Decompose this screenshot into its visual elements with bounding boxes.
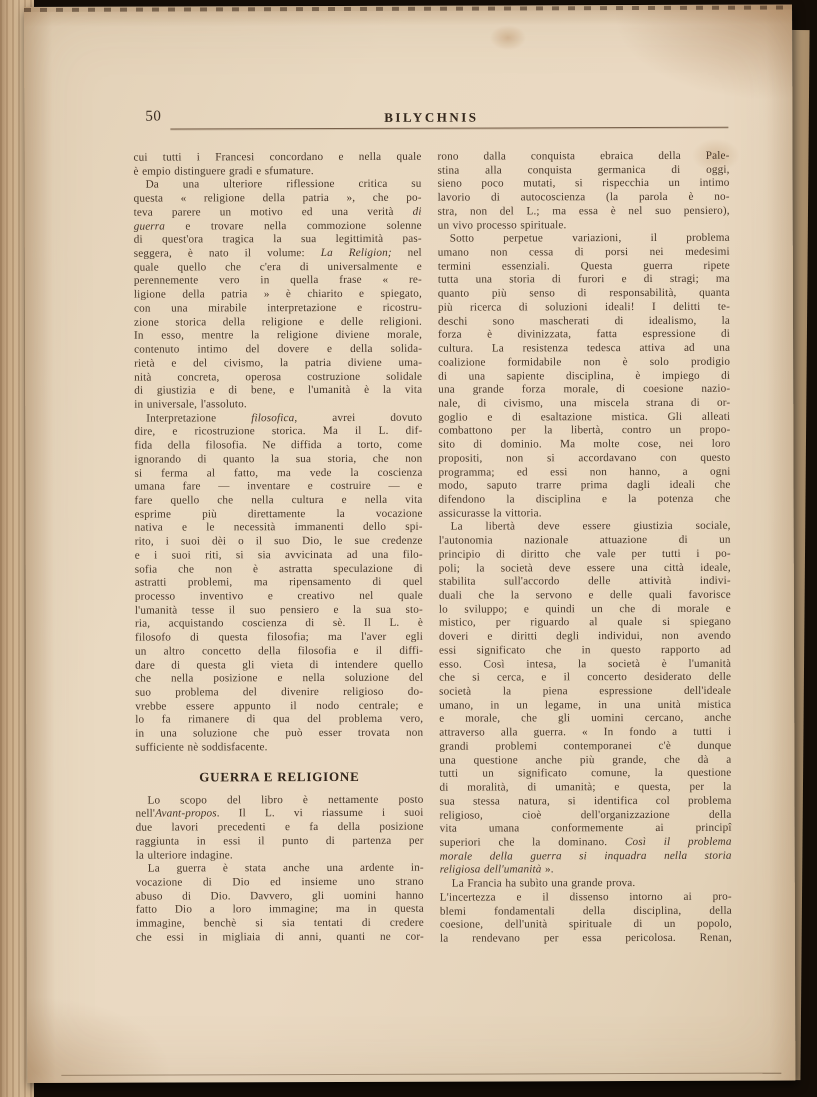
text-line: di giustizia e di bene, e l'umanità è la vita — [134, 383, 423, 397]
text-line: tutta una storia di furori e di stragi; ma — [437, 273, 730, 287]
text-line: nell'Avant-propos. Il L. vi riassume i suoi — [135, 807, 424, 820]
text-line: religiosa dell'umanità ». — [439, 863, 554, 877]
text-line: e morale, che gli uomini cercano, anche — [439, 712, 732, 726]
text-line: tutti un significato comune, la questione — [439, 767, 732, 781]
text-line: suo problema del divenire religioso do- — [135, 685, 424, 699]
text-line: stabilita sull'accordo delle attività indivi- — [438, 575, 731, 588]
text-line: dare di questa gli vieta di intendere quello — [135, 658, 424, 672]
text-line: mistico, per riguardo al quale si spiegano — [438, 616, 731, 630]
text-line: ignorando di quanto la sua storia, che non — [134, 452, 423, 466]
text-line: che si cerca, e il concerto desiderato delle — [439, 671, 732, 684]
text-line: fatto Dio a loro immagine; ma in questa — [135, 903, 424, 916]
text-line: cultura. La resistenza tedesca attiva ad una — [438, 341, 731, 355]
text-line: la ulteriore indagine. — [135, 848, 233, 862]
top-binding-seam — [24, 6, 792, 12]
text-line: esprime più direttamente la vocazione — [134, 507, 423, 521]
text-line: società la piena espressione dell'ideale — [439, 684, 732, 698]
text-line: principio di diritto che vale per tutti i po- — [438, 547, 731, 561]
text-line: di una sapiente disciplina, è impiego di — [438, 369, 731, 383]
text-line: doveri e diritti degli individui, non avendo — [438, 629, 731, 643]
text-line: un vivo processo spirituale. — [437, 218, 567, 232]
text-line: sofia che non è astratta speculazione di — [134, 562, 423, 576]
text-line: una questione anche più grande, che dà a — [439, 753, 732, 767]
text-line: e i suoi riti, si sia avvicinata ad una filo- — [134, 548, 423, 562]
text-line: l'autonomia nazionale attuazione di un — [438, 533, 731, 547]
text-line: stra, non del L.; ma essa è nel suo pensiero), — [437, 204, 730, 218]
text-line: La libertà deve essere giustizia sociale, — [450, 520, 731, 534]
italic-text: filosofica — [251, 411, 295, 424]
text-line: programma; ed essi non hanno, a ogni — [438, 465, 731, 479]
text-line: nale, di civismo, una miscela strana di or- — [438, 396, 731, 410]
italic-text: La Religion; — [320, 246, 392, 260]
text-line: vocazione di Dio ed insieme uno strano — [135, 875, 424, 889]
text-line: umano, in un legame, in una unità mistica — [439, 698, 732, 712]
text-line: essi significato che in questo rapporto ad — [439, 643, 732, 657]
text-line: L'incertezza e il dissenso intorno ai pro- — [439, 890, 732, 904]
text-line: quale quello che c'era di universalmente e — [133, 260, 422, 274]
text-line: seggera, è nato il volume: La Religion; nel — [133, 246, 422, 260]
text-line: filosofo di questa filosofia; ma l'aver egli — [134, 630, 424, 644]
text-line: immagine, benchè si sia tentati di credere — [135, 916, 424, 930]
text-line: di moralità, di umanità; e questa, per la — [439, 780, 732, 794]
text-line: La Francia ha subìto una grande prova. — [451, 877, 636, 890]
text-line: blemi fondamentali della disciplina, della — [439, 904, 732, 918]
text-line: lo fa rimanere di qua del problema vero, — [135, 713, 424, 727]
text-line: perennemente vero in quella frase « re- — [133, 274, 422, 288]
text-line: deschi sono mascherati di idealismo, la — [437, 314, 731, 328]
text-line: religioso, cioè dell'organizzazione della — [439, 808, 732, 822]
text-line: nativa e le necessità immanenti dello spi- — [134, 521, 423, 535]
text-line: ria, acquistando coscienza di sè. Il L. è — [134, 617, 423, 631]
text-line: una grande forza morale, di coesione nazio- — [438, 382, 731, 396]
text-line: difendono la disciplina e la potenza che — [438, 492, 731, 506]
text-line: rito, i suoi dèi o il suo Dio, le sue credenze — [134, 534, 423, 548]
text-line: sua stessa natura, si identifica col problema — [439, 794, 732, 808]
text-line: con una mirabile interpretazione e ricostru- — [133, 301, 422, 315]
text-line: cui tutti i Francesi concordano e nella quale — [133, 150, 422, 164]
italic-text: morale della guerra si inquadra nella storia — [439, 849, 732, 863]
section-heading: GUERRA E RELIGIONE — [199, 768, 360, 785]
bottom-page-edge-line — [61, 1073, 781, 1076]
text-line — [440, 849, 732, 864]
text-line: l'umanità tesse il suo pensiero e la sua sto- — [134, 603, 423, 617]
text-line: goglio e di esaltazione mistica. Gli alleati — [438, 410, 731, 424]
text-line: che nella posizione e nella soluzione del — [135, 672, 424, 685]
text-line: fare quello che nella cultura e nella vita — [134, 493, 423, 507]
text-line: attraverso alla guerra. « In fondo a tutti i — [439, 725, 732, 739]
text-line: astratti problemi, ma ripensamento di quel — [134, 575, 423, 589]
scanned-page — [24, 5, 795, 1083]
text-line: Lo scopo del libro è nettamente posto — [147, 793, 424, 807]
text-line: due lavori precedenti e fa della posizione — [135, 820, 424, 834]
text-line: sito di dominio. Ma molte cose, nei loro — [438, 437, 731, 451]
italic-text: guerra — [133, 220, 166, 233]
text-line: Sotto perpetue variazioni, il problema — [449, 232, 730, 245]
text-line: In esso, mentre la religione diviene morale, — [134, 329, 423, 342]
text-column-right — [437, 150, 731, 947]
text-line: stina alla conquista germanica di oggi, — [437, 163, 730, 177]
text-line: si ferma al fatto, ma vede la coscienza — [134, 466, 423, 480]
text-line: più ricerca di soluzioni ideali! I delitti te- — [437, 300, 730, 314]
text-line: Da una ulteriore riflessione critica su — [145, 178, 422, 192]
text-line: processo inventivo e creativo nel quale — [134, 589, 423, 603]
text-line: che essi in migliaia di anni, quanti ne cor- — [135, 930, 424, 944]
text-line: vita umana conformemente ai principî — [439, 821, 732, 835]
text-line: un altro concetto della filosofia e il diffi- — [135, 644, 424, 658]
text-column-left — [133, 151, 423, 945]
text-line: coesione, dell'unità spirituale di un popolo, — [439, 917, 732, 931]
text-line: guerra e trovare nella commozione solenne — [133, 219, 422, 233]
text-line: umano non cessa di porsi nei medesimi — [437, 245, 730, 259]
text-line: lavorio di autocoscienza (la parola è no- — [437, 190, 730, 204]
text-line: la rendevano per essa pericolosa. Renan, — [439, 931, 732, 945]
header-rule — [170, 127, 728, 130]
text-line: sufficiente nè soddisfacente. — [135, 741, 268, 754]
text-line: nità concreta, operosa costruzione solidale — [134, 370, 423, 384]
text-line: rietà e del civismo, la patria diviene uma- — [134, 356, 423, 370]
text-line: di quest'ora tragica la sua legittimità pas- — [133, 233, 422, 246]
page-number: 50 — [145, 108, 162, 125]
text-line: superiori che la dominano. Così il problema — [439, 835, 732, 849]
text-line: coalizione formidabile non è solo prodigio — [438, 355, 731, 369]
text-line: termini essenziali. Questa guerra ripete — [437, 259, 730, 273]
text-line: quanto più senso di responsabilità, quanta — [437, 286, 730, 300]
text-line: fida della filosofia. Ne diffida a torto, come — [134, 438, 423, 452]
text-line: teva parere un motivo ed una verità di — [133, 205, 422, 219]
text-line: duali che la servono e delle quali favorisce — [438, 588, 731, 602]
text-line: propositi, non si accordavano con questo — [438, 451, 731, 465]
text-line: contenuto intimo del dovere e della solida- — [134, 342, 423, 356]
italic-text: di — [412, 205, 422, 218]
text-line: abuso di Dio. Davvero, gli uomini hanno — [135, 889, 424, 903]
text-line: in universale, l'assoluto. — [134, 398, 247, 411]
text-line: raggiunta in essi il punto di partenza per — [135, 834, 424, 848]
journal-title: BILYCHNIS — [384, 109, 479, 125]
text-line: dire, e ricostruzione storica. Ma il L. dif- — [134, 425, 423, 438]
text-line: è empio distinguere gradi e sfumature. — [133, 164, 314, 178]
text-line: esso. Così intesa, la società è l'umanità — [439, 657, 732, 671]
text-line: grandi problemi contemporanei c'è dunque — [439, 739, 732, 753]
italic-text: religiosa dell'umanità — [439, 863, 542, 877]
text-line: rono dalla conquista ebraica della Pale- — [437, 149, 730, 163]
text-line: zione storica della religione e delle religioni. — [133, 315, 423, 329]
text-line: in una soluzione che può esser trovata non — [135, 726, 424, 740]
text-line: La guerra è stata anche una ardente in- — [147, 861, 424, 875]
text-line: combattono per la libertà, contro un propo- — [438, 424, 731, 438]
text-line: assicurasse la vittoria. — [438, 507, 542, 520]
text-line: lo sviluppo; e quindi un che di morale e — [438, 602, 731, 616]
text-line: questa « religione della patria », che po- — [133, 191, 422, 205]
text-line: sieno poco mutati, si rispecchia un intimo — [437, 177, 730, 191]
text-line: modo, saputo trarre prima dagli ideali che — [438, 478, 731, 492]
text-line: vrebbe essere appunto il nodo centrale; e — [135, 699, 424, 713]
italic-text: Così il problema — [624, 835, 732, 849]
text-line: forza è divinizzata, fatta espressione di — [438, 328, 731, 342]
text-line: umana fare — inventare e costruire — e — [134, 479, 423, 493]
text-line: ligione della patria » è chiarito e spiegato, — [133, 287, 422, 301]
text-line: poli; la società deve essere una città ideale, — [438, 561, 731, 575]
text-line: Interpretazione filosofica, avrei dovuto — [146, 411, 423, 425]
italic-text: Avant-propos — [155, 807, 217, 820]
